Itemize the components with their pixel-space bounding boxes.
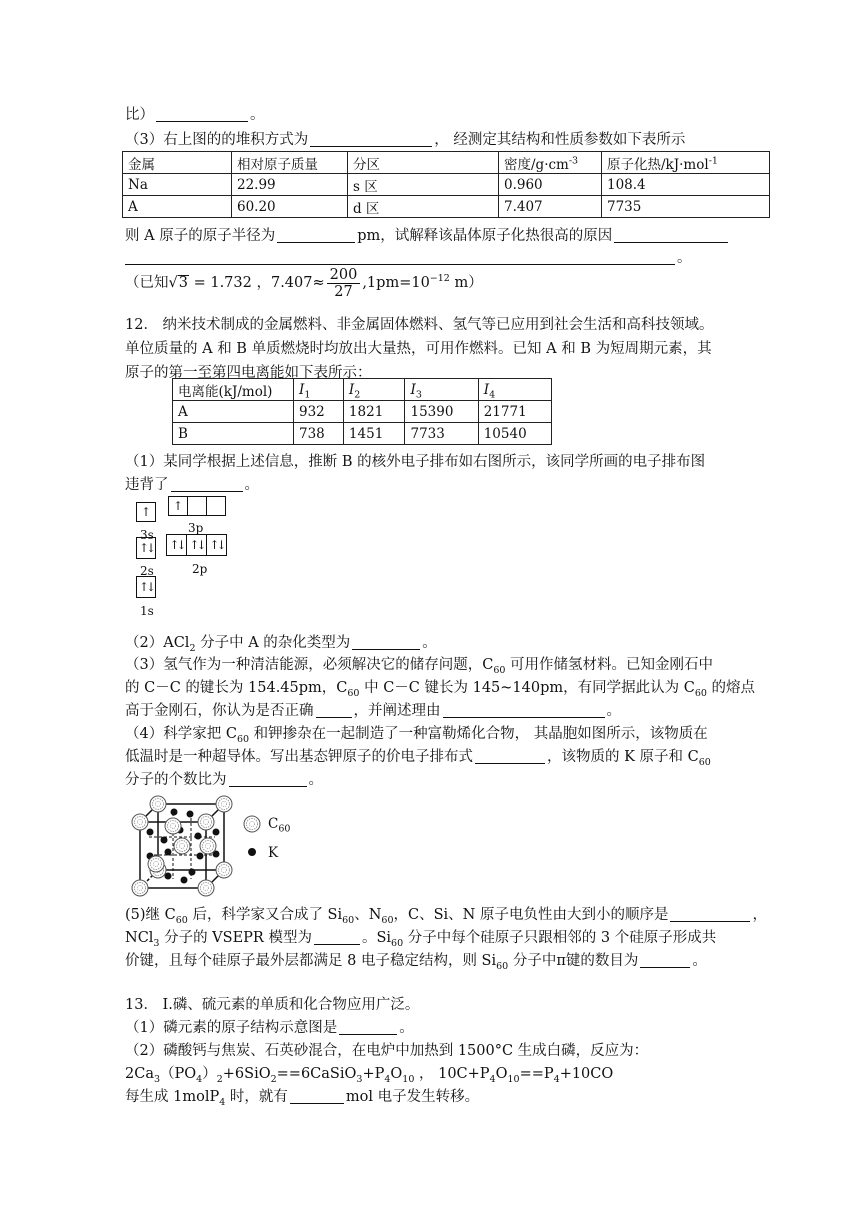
- table-row: A 932 1821 15390 21771: [173, 401, 552, 423]
- q13-line-1: 13． I.磷、硫元素的单质和化合物应用广泛。: [125, 997, 420, 1013]
- q13-reaction-line: $2Ca_3(PO_4)_2+6SiO_2==6CaSiO_3+P_4O_{10}$ ， $10C+P_4O_{10}==P_4+10CO$: [125, 1066, 614, 1085]
- orbital-diagram: [134, 494, 254, 619]
- orbital-box-3s: ↑: [136, 502, 156, 522]
- orbital-box-2p: ↑↓: [166, 534, 187, 556]
- q12-part5-line-3: 价键，且每个硅原子最外层都满足 8 电子稳定结构，则 $Si_{60}$ 分子中π键的数目为 。: [125, 953, 707, 972]
- ionization-energy-table: [172, 378, 552, 445]
- known-values-line: （已知√3 = 1.732 ，7.407≈ $\frac{200}{27}$ $,1pm=10^{-12}$ m）: [125, 266, 483, 300]
- q12-part3-line-3: 高于金刚石，你认为是否正确 ，并阐述理由 。: [125, 703, 621, 719]
- orbital-box-2p: ↑↓: [206, 534, 227, 556]
- q12-part1-line-1: （1）某同学根据上述信息，推断 B 的核外电子排布如右图所示，该同学所画的电子排布图: [125, 454, 706, 470]
- table-row: Na 22.99 s 区 0.960 108.4: [123, 174, 770, 196]
- line-3: 。: [125, 249, 692, 267]
- q12-part1-line-2: 违背了 。: [125, 477, 259, 493]
- q12-part4-line-2: 低温时是一种超导体。写出基态钾原子的价电子排布式 ，该物质的 K 原子和 $C_{60}$: [125, 749, 711, 768]
- metal-property-table: [122, 151, 770, 218]
- orbital-box-2s: ↑↓: [136, 537, 156, 559]
- q12-line-2: 单位质量的 A 和 B 单质燃烧时均放出大量热，可用作燃料。已知 A 和 B 为短周期元素，其: [125, 341, 712, 357]
- line-2: 则 A 原子的原子半径为 pm，试解释该晶体原子化热很高的原因: [125, 227, 730, 245]
- q12-part3-line-2: 的 C－C 的键长为 154.45pm，$C_{60}$ 中 C－C 键长为 145~140pm，有同学据此认为 $C_{60}$ 的熔点: [125, 680, 756, 699]
- orbital-label-1s: 1s: [140, 604, 154, 618]
- legend-k-label: K: [268, 845, 279, 861]
- line-1: （3）右上图的的堆积方式为 ， 经测定其结构和性质参数如下表所示: [125, 132, 686, 148]
- q12-part2: （2）ACl$_2$ 分子中 A 的杂化类型为 。: [125, 635, 437, 654]
- q12-line-1: 12． 纳米技术制成的金属燃料、非金属固体燃料、氢气等已应用到社会生活和高科技领域。: [125, 317, 714, 333]
- orbital-box-3p: [187, 496, 207, 516]
- legend-c60-label: $C_{60}$: [268, 816, 291, 835]
- table-row: 电离能(kJ/mol) $I_1$ $I_2$ $I_3$ $I_4$: [173, 379, 552, 401]
- table-row: A 60.20 d 区 7.407 7735: [123, 196, 770, 218]
- table-row: 金属 相对原子质量 分区 密度$/g\cdot cm^{-3}$ 原子化热/kJ·mol$^{-1}$: [123, 152, 770, 174]
- orbital-label-2p: 2p: [192, 562, 208, 576]
- q13-line-2: （1）磷元素的原子结构示意图是 。: [125, 1020, 414, 1036]
- orbital-box-3p: [206, 496, 226, 516]
- q12-part4-line-3: 分子的个数比为 。: [125, 772, 323, 788]
- orbital-box-3p: ↑: [168, 496, 188, 516]
- orbital-box-1s: ↑↓: [136, 576, 156, 598]
- orbital-label-2s: 2s: [140, 564, 154, 578]
- q12-part5-line-2: NCl$_3$ 分子的 VSEPR 模型为 。$Si_{60}$ 分子中每个硅原子只跟相邻的 3 个硅原子形成共: [125, 930, 717, 949]
- orbital-label-3s: 3s: [140, 528, 154, 542]
- line-0: 比） 。: [125, 107, 265, 123]
- q12-part4-line-1: （4）科学家把 $C_{60}$ 和钾掺杂在一起制造了一种富勒烯化合物， 其晶胞如图所示，该物质在: [125, 726, 708, 745]
- orbital-label-3p: 3p: [188, 521, 204, 535]
- q12-line-3: 原子的第一至第四电离能如下表所示：: [125, 365, 372, 381]
- orbital-box-2p: ↑↓: [186, 534, 207, 556]
- q12-part3-line-1: （3）氢气作为一种清洁能源，必须解决它的储存问题，$C_{60}$ 可用作储氢材料。已知金刚石中: [125, 657, 714, 676]
- q12-part5-line-1: (5)继 $C_{60}$ 后，科学家又合成了 $Si_{60}$、$N_{60}$，C、Si、N 原子电负性由大到小的顺序是 ，: [125, 907, 767, 926]
- fraction: $\frac{200}{27}$: [327, 267, 361, 300]
- q13-line-5: 每生成 1molP$_4$ 时，就有 mol 电子发生转移。: [125, 1089, 480, 1108]
- table-row: B 738 1451 7733 10540: [173, 423, 552, 445]
- q13-line-3: （2）磷酸钙与焦炭、石英砂混合，在电炉中加热到 1500°C 生成白磷，反应为：: [125, 1043, 649, 1059]
